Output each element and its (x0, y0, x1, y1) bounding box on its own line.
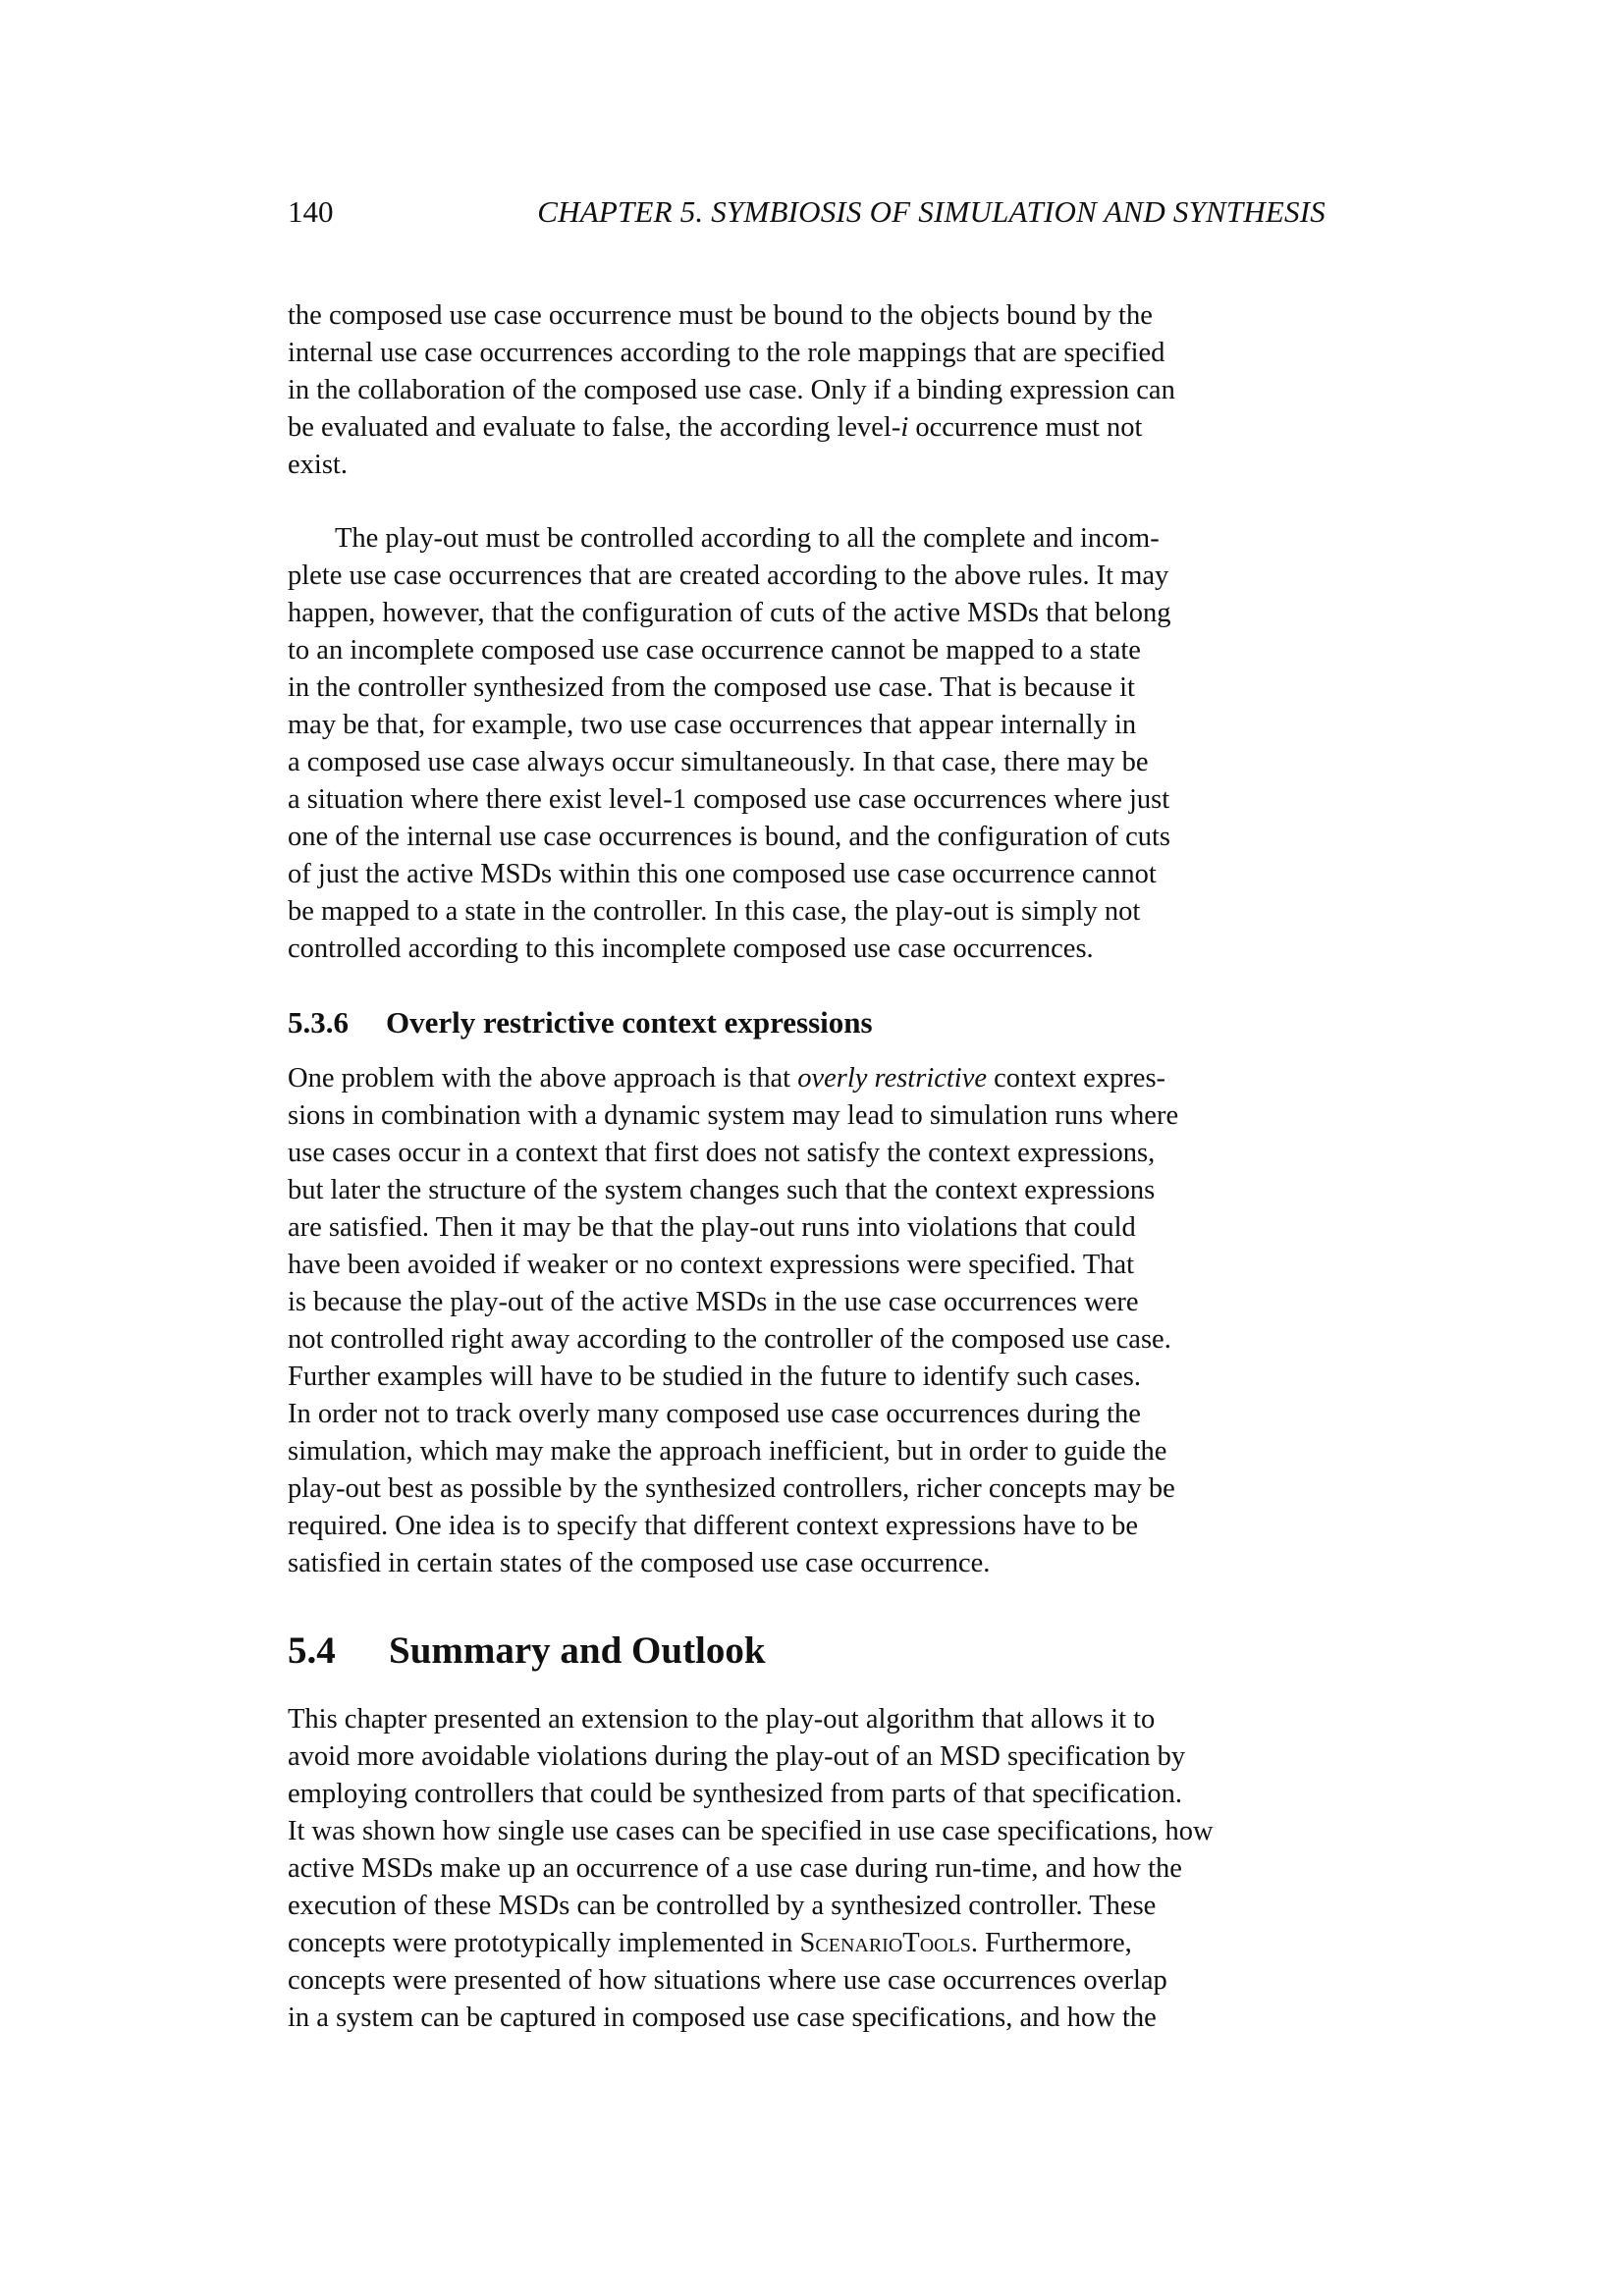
text-line (288, 1927, 1326, 1960)
text-span: One problem with the above approach is that (288, 1063, 798, 1094)
subsection-title: Overly restrictive context expressions (386, 1005, 873, 1040)
text-line: controlled according to this incomplete composed use case occurrences. (288, 934, 1094, 964)
text-line: active MSDs make up an occurrence of a use case during run-time, and how the (288, 1853, 1182, 1884)
text-line: of just the active MSDs within this one composed use case occurrence cannot (288, 859, 1157, 889)
italic-variable: i (900, 412, 909, 443)
text-line: play-out best as possible by the synthesized controllers, richer concepts may be (288, 1473, 1175, 1504)
text-line: in the controller synthesized from the composed use case. That is because it (288, 672, 1135, 703)
tool-name: ScenarioTools (799, 1928, 971, 1958)
subsection-number: 5.3.6 (288, 1005, 349, 1040)
page-number: 140 (288, 194, 334, 229)
text-line: internal use case occurrences according to the role mappings that are specified (288, 338, 1165, 368)
text-line (288, 411, 1326, 445)
section-number: 5.4 (288, 1629, 336, 1672)
text-line: one of the internal use case occurrences is bound, and the configuration of cuts (288, 822, 1171, 852)
emphasis-text: overly restrictive (797, 1063, 988, 1094)
text-span: occurrence must not (908, 412, 1143, 443)
text-line: in a system can be captured in composed use case specifications, and how the (288, 2002, 1157, 2033)
text-line: not controlled right away according to the controller of the composed use case. (288, 1324, 1171, 1355)
text-line: simulation, which may make the approach inefficient, but in order to guide the (288, 1436, 1167, 1467)
text-line: are satisfied. Then it may be that the play-out runs into violations that could (288, 1212, 1136, 1243)
text-line: may be that, for example, two use case occurrences that appear internally in (288, 710, 1137, 740)
text-line: a composed use case always occur simultaneously. In that case, there may be (288, 747, 1149, 777)
text-line: to an incomplete composed use case occurrence cannot be mapped to a state (288, 635, 1141, 666)
text-line: is because the play-out of the active MSDs in the use case occurrences were (288, 1287, 1139, 1317)
text-line: required. One idea is to specify that different context expressions have to be (288, 1511, 1139, 1541)
subsection-heading (288, 1005, 873, 1041)
text-span: context expres- (987, 1063, 1166, 1094)
text-line: the composed use case occurrence must be bound to the objects bound by the (288, 300, 1153, 331)
text-line: a situation where there exist level-1 composed use case occurrences where just (288, 784, 1170, 815)
text-line: avoid more avoidable violations during the play-out of an MSD specification by (288, 1741, 1186, 1772)
section-title: Summary and Outlook (389, 1629, 766, 1672)
text-line: concepts were presented of how situations where use case occurrences overlap (288, 1965, 1167, 1996)
text-span: concepts were prototypically implemented in (288, 1928, 800, 1958)
section-heading (288, 1629, 766, 1673)
text-line: execution of these MSDs can be controlled by a synthesized controller. These (288, 1891, 1157, 1921)
text-line: The play-out must be controlled according to all the complete and incom- (335, 523, 1160, 554)
text-line: exist. (288, 450, 348, 480)
text-line: have been avoided if weaker or no context expressions were specified. That (288, 1250, 1135, 1280)
text-span: . Furthermore, (970, 1928, 1132, 1958)
text-line: Further examples will have to be studied in the future to identify such cases. (288, 1362, 1142, 1392)
text-line: happen, however, that the configuration of cuts of the active MSDs that belong (288, 598, 1171, 628)
text-span: be evaluated and evaluate to false, the according level- (288, 412, 901, 443)
text-line: employing controllers that could be synthesized from parts of that specification. (288, 1779, 1182, 1809)
text-line: but later the structure of the system changes such that the context expressions (288, 1175, 1156, 1205)
text-line: plete use case occurrences that are created according to the above rules. It may (288, 561, 1169, 591)
text-line: be mapped to a state in the controller. In this case, the play-out is simply not (288, 896, 1141, 927)
text-line: In order not to track overly many composed use case occurrences during the (288, 1399, 1141, 1429)
text-line: use cases occur in a context that first does not satisfy the context expressions, (288, 1138, 1156, 1168)
running-header (288, 194, 1326, 228)
running-title: CHAPTER 5. SYMBIOSIS OF SIMULATION AND SYNTHESIS (537, 194, 1326, 229)
text-line (288, 1062, 1326, 1095)
text-line: This chapter presented an extension to the play-out algorithm that allows it to (288, 1704, 1156, 1735)
text-line: sions in combination with a dynamic system may lead to simulation runs where (288, 1100, 1179, 1131)
text-line: in the collaboration of the composed use case. Only if a binding expression can (288, 375, 1175, 405)
text-line: satisfied in certain states of the composed use case occurrence. (288, 1548, 991, 1578)
text-line: It was shown how single use cases can be specified in use case specifications, how (288, 1816, 1214, 1846)
